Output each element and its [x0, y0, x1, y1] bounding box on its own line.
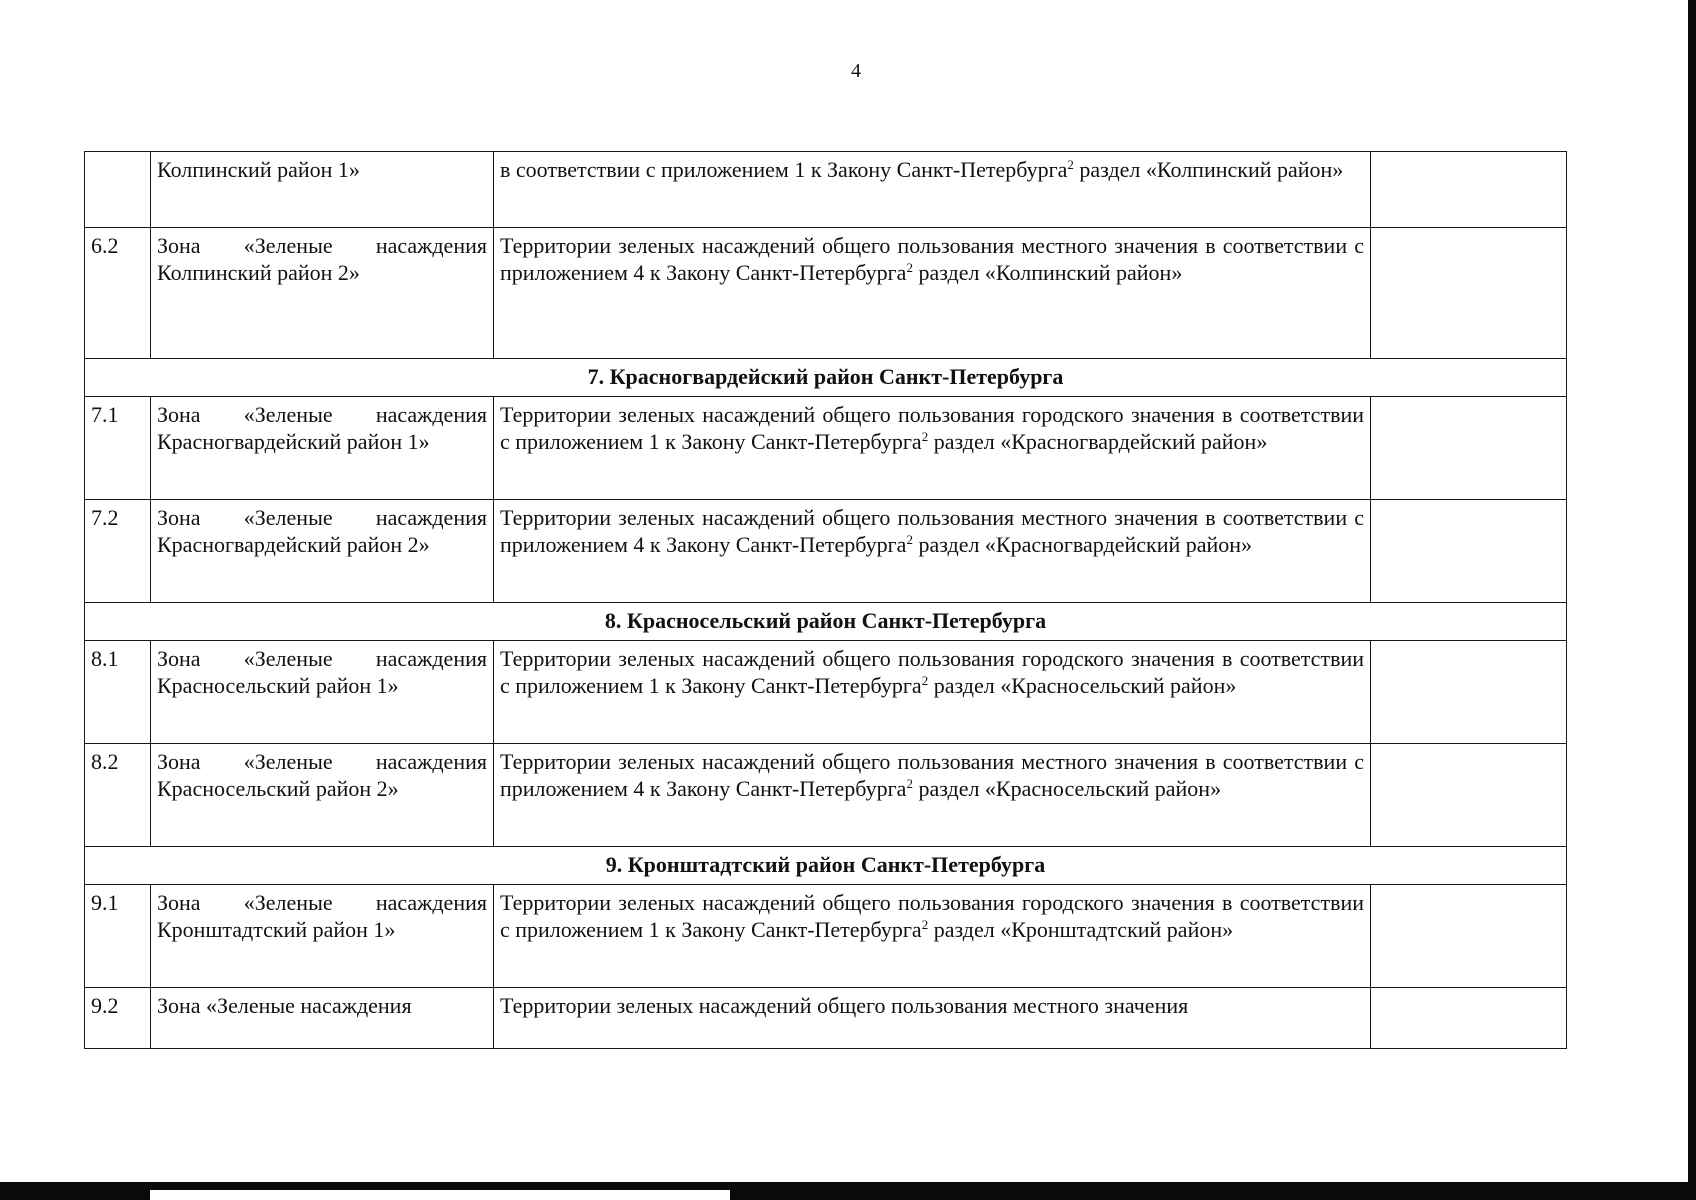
description-tail: раздел «Колпинский район»: [1073, 157, 1344, 182]
footnote-mark: 2: [921, 429, 929, 444]
empty-cell: [1371, 885, 1567, 988]
table-row: [85, 988, 1567, 1049]
zone-name: Зона «Зеленые насаждения Красносельский район 1»: [151, 641, 494, 744]
footnote-mark: 2: [921, 917, 929, 932]
zones-table: [84, 151, 1567, 1049]
description-tail: раздел «Кронштадтский район»: [928, 917, 1234, 942]
footnote-mark: 2: [906, 532, 913, 547]
description-text: Территории зеленых насаждений общего пользования местного значения в соответствии с приложением 4 к Закону Санкт-Петербурга: [500, 233, 1364, 285]
table-row: [85, 744, 1567, 847]
description-text: Территории зеленых насаждений общего пользования городского значения в соответствии с приложением 1 к Закону Санкт-Петербурга: [500, 890, 1364, 942]
table-row: [85, 152, 1567, 228]
row-number: 9.2: [85, 988, 151, 1049]
row-number: 8.2: [85, 744, 151, 847]
empty-cell: [1371, 228, 1567, 359]
scan-edge-shadow: [1688, 0, 1696, 1200]
zone-description: [494, 152, 1371, 228]
zone-name: Зона «Зеленые насаждения Кронштадтский район 1»: [151, 885, 494, 988]
zone-description: [494, 228, 1371, 359]
section-title: 9. Кронштадтский район Санкт-Петербурга: [85, 847, 1567, 885]
description-text: Территории зеленых насаждений общего пользования местного значения в соответствии с приложением 4 к Закону Санкт-Петербурга: [500, 749, 1364, 801]
footnote-mark: 2: [921, 673, 929, 688]
row-number: 8.1: [85, 641, 151, 744]
footnote-mark: 2: [1067, 157, 1074, 172]
row-number: 6.2: [85, 228, 151, 359]
section-row: [85, 847, 1567, 885]
zone-description: [494, 988, 1371, 1049]
zone-name: Зона «Зеленые насаждения Красносельский район 2»: [151, 744, 494, 847]
zone-description: [494, 641, 1371, 744]
description-text: Территории зеленых насаждений общего пользования местного значения в соответствии с приложением 4 к Закону Санкт-Петербурга: [500, 505, 1364, 557]
zone-name: Зона «Зеленые насаждения: [151, 988, 494, 1049]
empty-cell: [1371, 744, 1567, 847]
empty-cell: [1371, 397, 1567, 500]
description-tail: раздел «Красногвардейский район»: [912, 532, 1253, 557]
row-number: 9.1: [85, 885, 151, 988]
zone-description: [494, 885, 1371, 988]
zone-description: [494, 744, 1371, 847]
table-row: [85, 885, 1567, 988]
description-tail: раздел «Красносельский район»: [928, 673, 1237, 698]
description-text: Территории зеленых насаждений общего пользования местного значения: [500, 993, 1189, 1018]
row-number: [85, 152, 151, 228]
section-title: 7. Красногвардейский район Санкт-Петербурга: [85, 359, 1567, 397]
zone-description: [494, 500, 1371, 603]
zone-description: [494, 397, 1371, 500]
section-row: [85, 359, 1567, 397]
zone-name: Зона «Зеленые насаждения Красногвардейский район 2»: [151, 500, 494, 603]
row-number: 7.2: [85, 500, 151, 603]
description-text: в соответствии с приложением 1 к Закону Санкт-Петербурга: [500, 157, 1068, 182]
page-number: 4: [851, 60, 861, 82]
footnote-mark: 2: [906, 776, 913, 791]
description-tail: раздел «Колпинский район»: [912, 260, 1183, 285]
description-tail: раздел «Красносельский район»: [912, 776, 1222, 801]
description-tail: раздел «Красногвардейский район»: [928, 429, 1268, 454]
section-title: 8. Красносельский район Санкт-Петербурга: [85, 603, 1567, 641]
table-row: [85, 641, 1567, 744]
table-row: [85, 228, 1567, 359]
zone-name: Зона «Зеленые насаждения Колпинский район 2»: [151, 228, 494, 359]
zone-name: Зона «Зеленые насаждения Красногвардейский район 1»: [151, 397, 494, 500]
empty-cell: [1371, 641, 1567, 744]
footnote-mark: 2: [906, 260, 913, 275]
description-text: Территории зеленых насаждений общего пользования городского значения в соответствии с приложением 1 к Закону Санкт-Петербурга: [500, 402, 1364, 454]
row-number: 7.1: [85, 397, 151, 500]
zone-name: Колпинский район 1»: [151, 152, 494, 228]
table-row: [85, 500, 1567, 603]
empty-cell: [1371, 152, 1567, 228]
empty-cell: [1371, 500, 1567, 603]
description-text: Территории зеленых насаждений общего пользования городского значения в соответствии с приложением 1 к Закону Санкт-Петербурга: [500, 646, 1364, 698]
scan-bottom-notch: [150, 1190, 730, 1200]
empty-cell: [1371, 988, 1567, 1049]
table-row: [85, 397, 1567, 500]
section-row: [85, 603, 1567, 641]
